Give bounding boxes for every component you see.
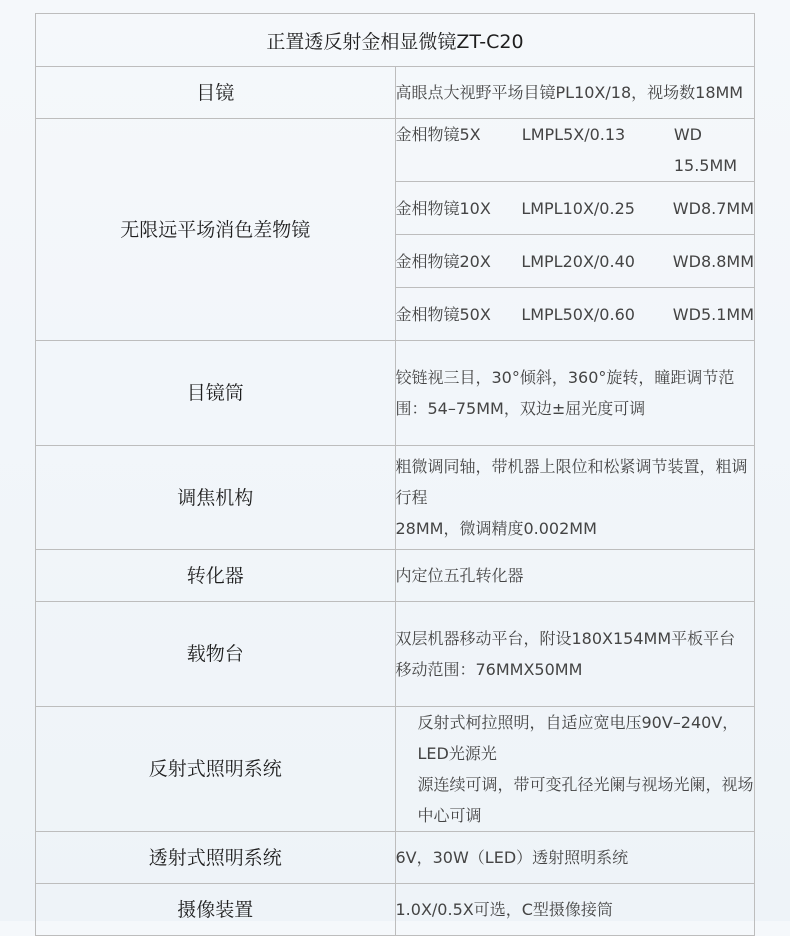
value-line: 反射式柯拉照明，自适应宽电压90V–240V，LED光源光 <box>417 713 739 763</box>
objective-name: 金相物镜5X <box>395 125 481 144</box>
objective-item <box>395 235 755 288</box>
objective-item <box>395 288 755 341</box>
value-stage <box>395 602 755 707</box>
objective-wd: WD8.7MM <box>672 198 754 218</box>
table-row <box>36 832 755 884</box>
spec-table <box>35 13 755 936</box>
table-row <box>36 446 755 550</box>
value-focus <box>395 446 755 550</box>
table-row <box>36 67 755 119</box>
title-row <box>36 14 755 67</box>
label-nosepiece: 转化器 <box>36 550 396 602</box>
objective-wd: WD8.8MM <box>672 251 754 271</box>
table-row <box>36 884 755 936</box>
label-focus: 调焦机构 <box>36 446 396 550</box>
label-eyepiece: 目镜 <box>36 67 396 119</box>
value-line: 移动范围：76MMX50MM <box>395 660 583 679</box>
label-transmit: 透射式照明系统 <box>36 832 396 884</box>
objective-wd: WD 15.5MM <box>673 125 738 175</box>
objective-model: LMPL50X/0.60 <box>521 304 635 324</box>
value-nosepiece: 内定位五孔转化器 <box>395 550 755 602</box>
table-row <box>36 550 755 602</box>
table-row <box>36 602 755 707</box>
value-line: 双层机器移动平台，附设180X154MM平板平台 <box>395 629 736 648</box>
value-line: 源连续可调，带可变孔径光阑与视场光阑，视场中心可调 <box>417 775 754 825</box>
objective-item <box>395 119 755 182</box>
value-reflect <box>395 707 755 832</box>
value-eyepiece: 高眼点大视野平场目镜PL10X/18，视场数18MM <box>395 67 755 119</box>
objective-wd: WD5.1MM <box>672 304 754 324</box>
objective-name: 金相物镜50X <box>395 304 491 324</box>
table-title: 正置透反射金相显微镜ZT-C20 <box>36 14 755 67</box>
table-row <box>36 119 755 182</box>
label-tube: 目镜筒 <box>36 341 396 446</box>
value-tube <box>395 341 755 446</box>
objective-item <box>395 182 755 235</box>
table-row <box>36 341 755 446</box>
label-reflect: 反射式照明系统 <box>36 707 396 832</box>
value-line: 铰链视三目，30°倾斜，360°旋转，瞳距调节范 <box>395 368 735 387</box>
objective-name: 金相物镜10X <box>395 198 491 218</box>
label-objective: 无限远平场消色差物镜 <box>36 119 396 341</box>
objective-name: 金相物镜20X <box>395 251 491 271</box>
label-camera: 摄像装置 <box>36 884 396 936</box>
value-line: 粗微调同轴，带机器上限位和松紧调节装置，粗调行程 <box>395 457 748 507</box>
value-camera: 1.0X/0.5X可选，C型摄像接筒 <box>395 884 755 936</box>
label-stage: 载物台 <box>36 602 396 707</box>
value-transmit: 6V，30W（LED）透射照明系统 <box>395 832 755 884</box>
objective-model: LMPL5X/0.13 <box>521 125 626 144</box>
value-line: 28MM，微调精度0.002MM <box>395 519 597 538</box>
objective-model: LMPL20X/0.40 <box>521 251 635 271</box>
table-row <box>36 707 755 832</box>
objective-model: LMPL10X/0.25 <box>521 198 635 218</box>
value-line: 围：54–75MM，双边±屈光度可调 <box>395 399 646 418</box>
